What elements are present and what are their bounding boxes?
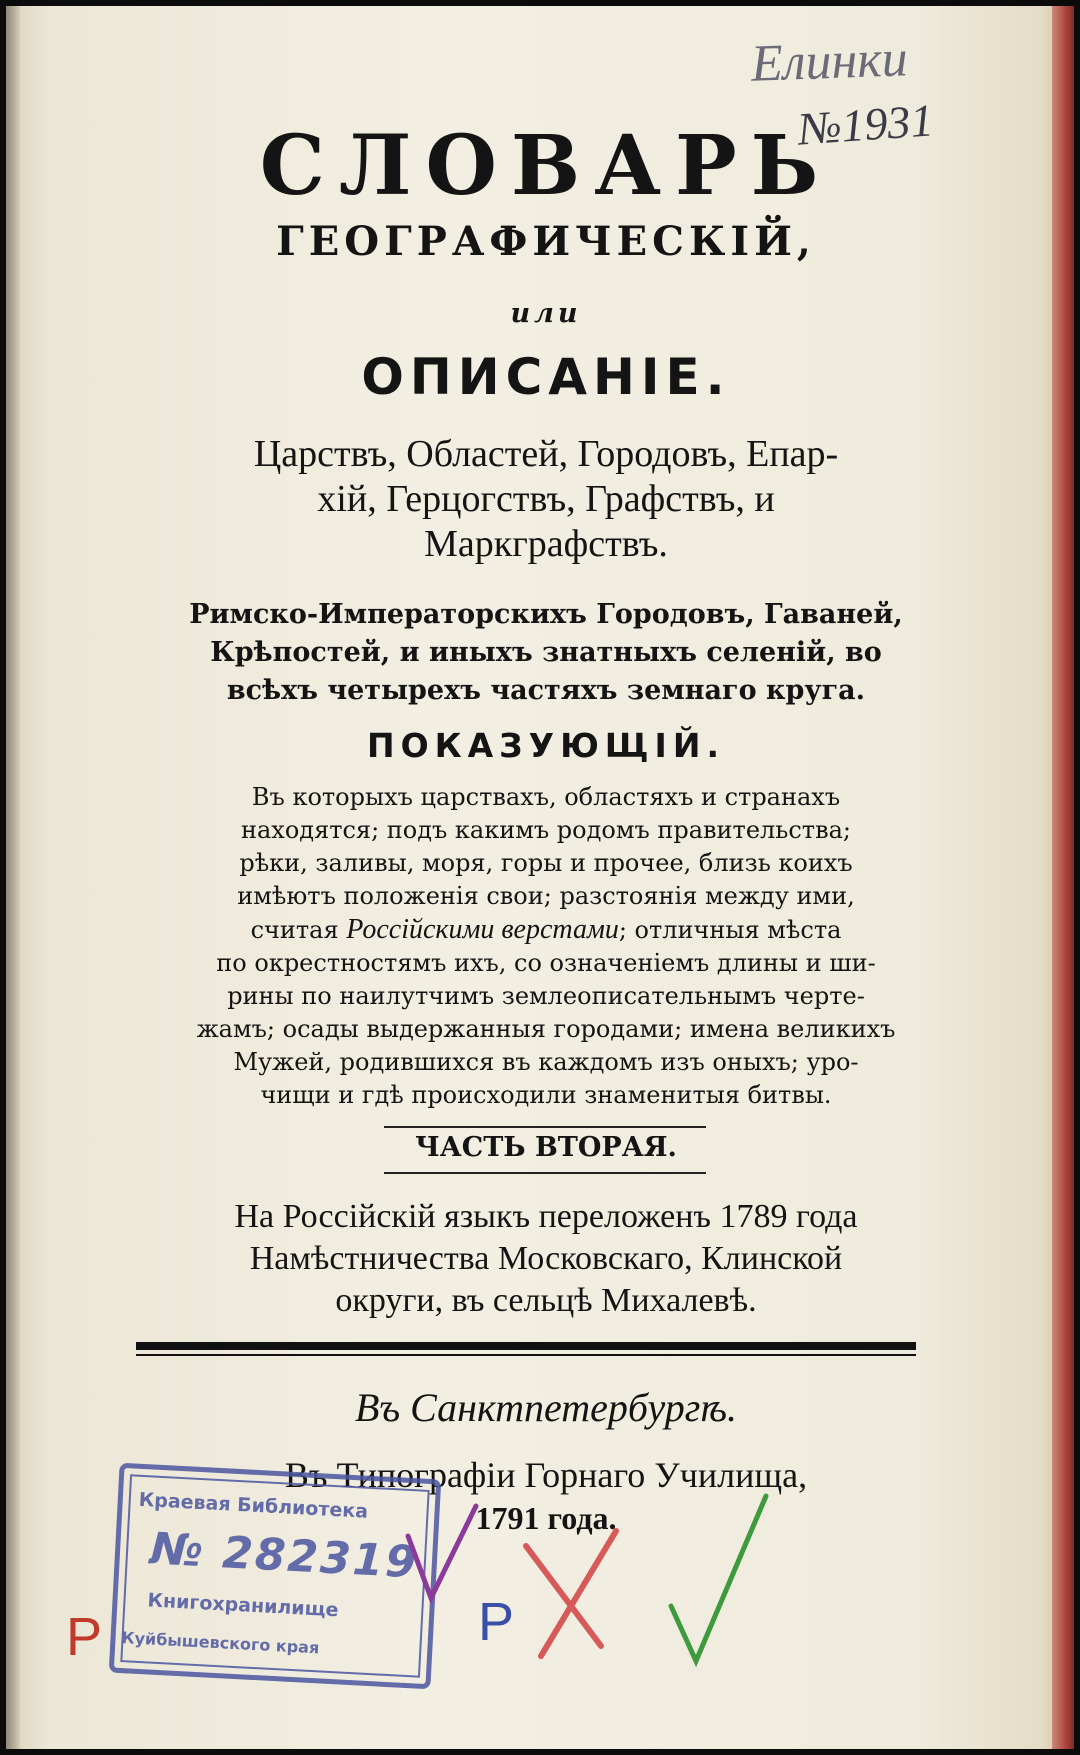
book-title: СЛОВАРЬ [259,118,833,214]
handwritten-number: №1931 [796,94,935,155]
book-subtitle: ГЕОГРАФИЧЕСКІЙ, [276,218,816,265]
imprint-year: 1791 года. [475,1500,617,1536]
translation-line: Намѣстничества Московскаго, Клинской [249,1240,843,1277]
red-cross-icon [541,1531,616,1656]
blue-p-mark: P [478,1592,515,1652]
stamp-number: № 282319 [148,1523,420,1589]
translation-line: На Россійскій языкъ переложенъ 1789 года [234,1198,858,1235]
imprint-city: Въ Санктпетербургѣ. [354,1385,738,1430]
description-line: имѣютъ положенія свои; разстоянія между ими, [237,882,855,910]
pencil-marks-overlay [6,6,1074,1749]
roman-line: всѣхъ четырехъ частяхъ земнаго круга. [226,675,866,706]
green-checkmark-icon [671,1496,766,1661]
stamp-line: Книгохранилище [146,1589,340,1622]
description-line: Въ которыхъ царствахъ, областяхъ и странахъ [251,783,841,811]
purple-checkmark-icon [408,1506,476,1598]
roman-line: Крѣпостей, и иныхъ знатныхъ селеній, во [210,637,882,668]
stamp-line: Краевая Библиотека [138,1488,369,1523]
description-text: ; отличныя мѣста [618,916,842,944]
description-text: считая [250,916,347,944]
kingdoms-line: Маркграфствъ. [424,523,668,565]
roman-line: Римско-Императорскихъ Городовъ, Гаваней, [189,599,903,630]
description-line: по окрестностямъ ихъ, со означеніемъ длины и ши- [216,949,876,977]
description-line: чищи и гдѣ происходили знаменитыя битвы. [260,1081,832,1109]
description-line: рѣки, заливы, моря, горы и прочее, близь коихъ [239,849,853,877]
red-p-mark: P [66,1607,103,1667]
title-page [6,6,1074,1749]
translation-line: округи, въ сельцѣ Михалевѣ. [335,1282,757,1319]
handwritten-name: Елинки [750,30,909,93]
description-line: жамъ; осады выдержанныя городами; имена великихъ [196,1015,896,1043]
opisanie-heading: ОПИСАНІЕ. [361,348,731,406]
description-line: находятся; подъ какимъ родомъ правительства; [241,816,851,844]
description-italic-text: Россійскими верстами [346,914,619,945]
description-line: рины по наилутчимъ землеописательнымъ черте- [227,982,865,1010]
conjunction-ili: или [510,298,582,329]
description-line: Мужей, родившихся въ каждомъ изъ оныхъ; уро- [233,1048,859,1076]
pokazuyushchiy-heading: ПОКАЗУЮЩІЙ. [367,726,725,765]
kingdoms-line: хій, Герцогствъ, Графствъ, и [317,478,775,520]
red-cross-icon [526,1546,601,1646]
stamp-line: Куйбышевского края [121,1628,320,1658]
kingdoms-line: Царствъ, Областей, Городовъ, Епар- [253,433,839,475]
part-heading: ЧАСТЬ ВТОРАЯ. [415,1132,677,1163]
imprint-press: Въ Типографіи Горнаго Училища, [284,1455,808,1495]
